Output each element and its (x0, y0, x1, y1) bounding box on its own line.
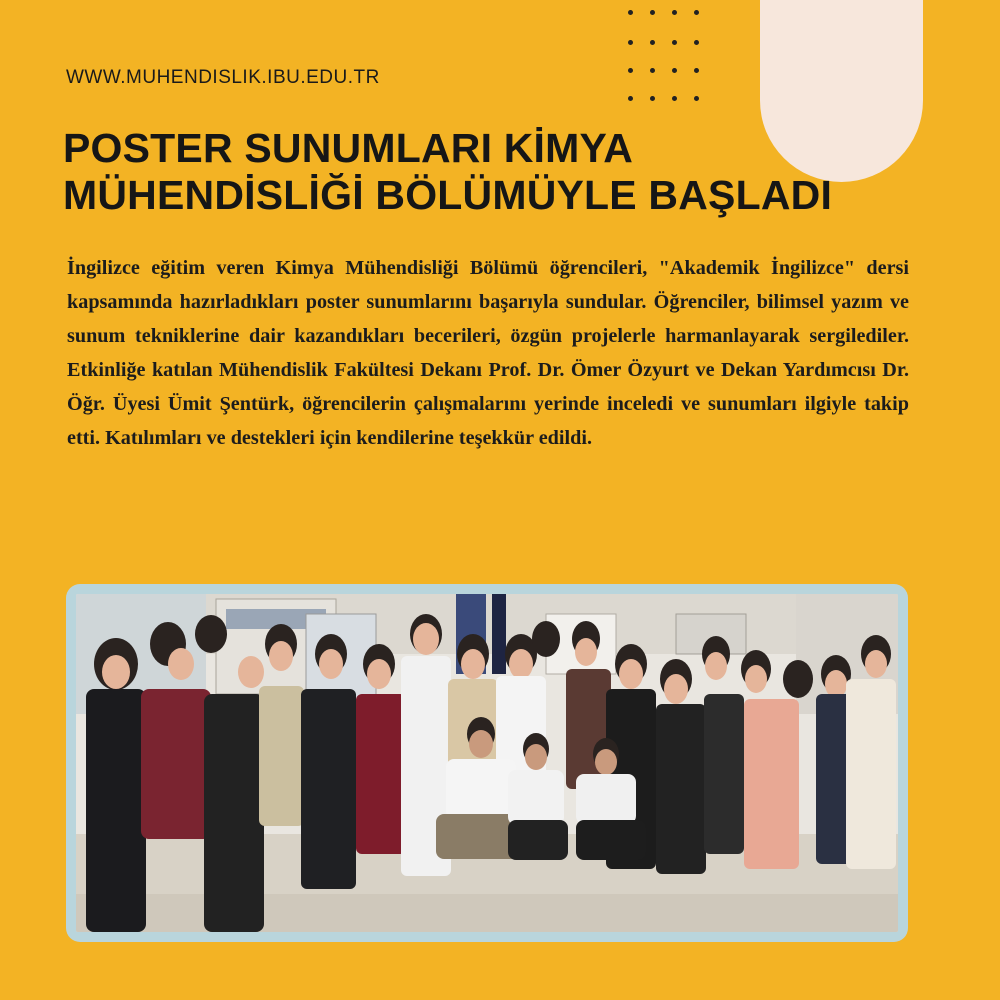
title-line-1: POSTER SUNUMLARI KİMYA (63, 125, 634, 171)
group-photo (76, 594, 898, 932)
title-line-2: MÜHENDİSLİĞİ BÖLÜMÜYLE BAŞLADI (63, 172, 833, 218)
photo-frame (66, 584, 908, 942)
decorative-dot-grid (620, 2, 720, 102)
website-url[interactable]: WWW.MUHENDISLIK.IBU.EDU.TR (66, 67, 380, 88)
article-body: İngilizce eğitim veren Kimya Mühendisliği Bölümü öğrencileri, "Akademik İngilizce" dersi kapsamında hazırladıkları poster sunumlarını başarıyla sundular. Öğrenciler, bilimsel yazım ve sunum tekniklerine dair kazandıkları becerileri, özgün projelerle harmanlayarak sergilediler. Etkinliğe katılan Mühendislik Fakültesi Dekanı Prof. Dr. Ömer Özyurt ve Dekan Yardımcısı Dr. Öğr. Üyesi Ümit Şentürk, öğrencilerin çalışmalarını yerinde inceledi ve sunumları ilgiyle takip etti. Katılımları ve destekleri için kendilerine teşekkür edildi. (67, 257, 909, 449)
page-title (63, 125, 923, 219)
